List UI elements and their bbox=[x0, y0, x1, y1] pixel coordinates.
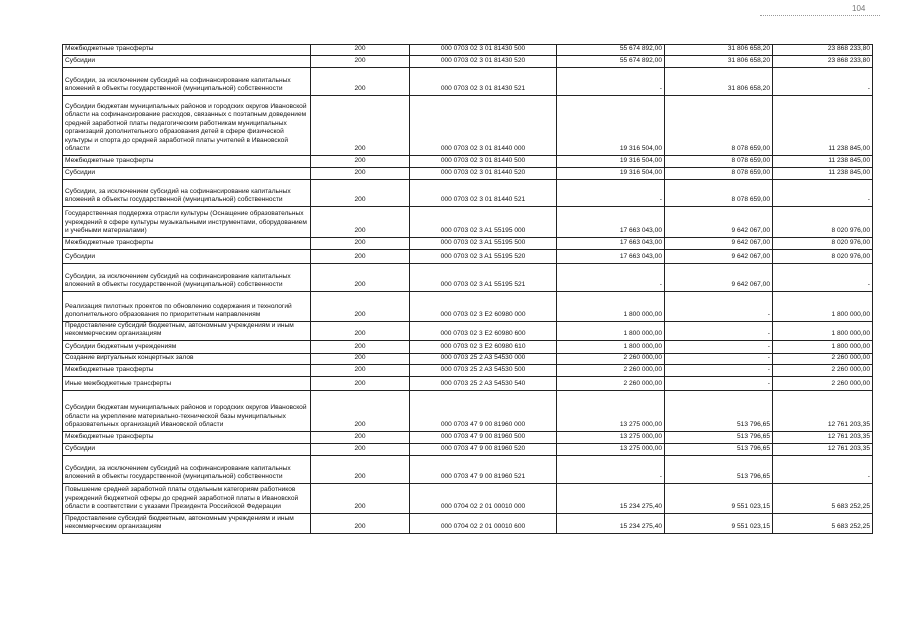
row-approved-amount-cell: 1 800 000,00 bbox=[557, 291, 665, 321]
row-budget-code-cell: 000 0703 02 3 01 81440 000 bbox=[410, 95, 557, 155]
table-row bbox=[63, 321, 873, 340]
row-budget-code-cell: 000 0703 47 9 00 81960 500 bbox=[410, 431, 557, 443]
row-budget-code-cell: 000 0703 02 3 A1 55195 500 bbox=[410, 237, 557, 249]
row-budget-code-cell: 000 0704 02 2 01 00010 000 bbox=[410, 483, 557, 513]
table-row bbox=[63, 249, 873, 263]
row-name-cell: Предоставление субсидий бюджетным, автономным учреждениям и иным некоммерческим организациям bbox=[63, 321, 311, 340]
row-name-cell: Межбюджетные трансферты bbox=[63, 45, 311, 56]
row-budget-code-cell: 000 0704 02 2 01 00010 600 bbox=[410, 513, 557, 533]
row-approved-amount-cell: 13 275 000,00 bbox=[557, 390, 665, 431]
row-executed-amount-cell: 513 796,65 bbox=[665, 431, 773, 443]
row-executed-amount-cell: 9 642 067,00 bbox=[665, 206, 773, 237]
row-unexecuted-amount-cell: 8 020 976,00 bbox=[773, 249, 873, 263]
row-unexecuted-amount-cell: - bbox=[773, 67, 873, 95]
row-grbs-code-cell: 200 bbox=[311, 431, 410, 443]
row-unexecuted-amount-cell: - bbox=[773, 179, 873, 206]
row-approved-amount-cell: 17 663 043,00 bbox=[557, 237, 665, 249]
row-unexecuted-amount-cell: 12 761 203,35 bbox=[773, 390, 873, 431]
row-executed-amount-cell: 31 806 658,20 bbox=[665, 67, 773, 95]
row-grbs-code-cell: 200 bbox=[311, 155, 410, 167]
row-approved-amount-cell: 19 316 504,00 bbox=[557, 155, 665, 167]
row-budget-code-cell: 000 0703 02 3 E2 60980 600 bbox=[410, 321, 557, 340]
row-approved-amount-cell: 13 275 000,00 bbox=[557, 443, 665, 455]
row-executed-amount-cell: 31 806 658,20 bbox=[665, 55, 773, 67]
table-row bbox=[63, 390, 873, 431]
row-approved-amount-cell: 13 275 000,00 bbox=[557, 431, 665, 443]
row-name-cell: Реализация пилотных проектов по обновлению содержания и технологий дополнительного образования по приоритетным направлениям bbox=[63, 291, 311, 321]
row-executed-amount-cell: 513 796,65 bbox=[665, 455, 773, 483]
row-approved-amount-cell: 15 234 275,40 bbox=[557, 483, 665, 513]
row-grbs-code-cell: 200 bbox=[311, 206, 410, 237]
row-budget-code-cell: 000 0703 02 3 A1 55195 520 bbox=[410, 249, 557, 263]
row-executed-amount-cell: - bbox=[665, 376, 773, 390]
row-name-cell: Субсидии бюджетам муниципальных районов и городских округов Ивановской области на софинансирование расходов, связанных с поэтапным доведением средней заработной платы педагогическим работникам муниципальных организаций дополнительного образования детей в сфере физической культуры и спорта до средней заработной платы учителей в Ивановской области bbox=[63, 95, 311, 155]
table-row bbox=[63, 340, 873, 353]
table-row bbox=[63, 455, 873, 483]
row-executed-amount-cell: 8 078 659,00 bbox=[665, 95, 773, 155]
row-name-cell: Субсидии bbox=[63, 167, 311, 179]
row-executed-amount-cell: 31 806 658,20 bbox=[665, 45, 773, 56]
row-name-cell: Межбюджетные трансферты bbox=[63, 364, 311, 376]
row-budget-code-cell: 000 0703 02 3 E2 60980 000 bbox=[410, 291, 557, 321]
row-executed-amount-cell: 8 078 659,00 bbox=[665, 167, 773, 179]
row-approved-amount-cell: 1 800 000,00 bbox=[557, 340, 665, 353]
row-grbs-code-cell: 200 bbox=[311, 443, 410, 455]
row-approved-amount-cell: 15 234 275,40 bbox=[557, 513, 665, 533]
row-unexecuted-amount-cell: 23 868 233,80 bbox=[773, 45, 873, 56]
row-approved-amount-cell: 19 316 504,00 bbox=[557, 167, 665, 179]
row-unexecuted-amount-cell: 2 260 000,00 bbox=[773, 353, 873, 364]
table-row bbox=[63, 353, 873, 364]
row-name-cell: Субсидии, за исключением субсидий на софинансирование капитальных вложений в объекты государственной (муниципальной) собственности bbox=[63, 263, 311, 291]
table-row bbox=[63, 155, 873, 167]
row-executed-amount-cell: - bbox=[665, 291, 773, 321]
row-name-cell: Создание виртуальных концертных залов bbox=[63, 353, 311, 364]
row-executed-amount-cell: 9 551 023,15 bbox=[665, 483, 773, 513]
row-approved-amount-cell: 1 800 000,00 bbox=[557, 321, 665, 340]
row-name-cell: Субсидии, за исключением субсидий на софинансирование капитальных вложений в объекты государственной (муниципальной) собственности bbox=[63, 67, 311, 95]
table-row bbox=[63, 67, 873, 95]
row-name-cell: Межбюджетные трансферты bbox=[63, 431, 311, 443]
row-grbs-code-cell: 200 bbox=[311, 340, 410, 353]
row-approved-amount-cell: 2 260 000,00 bbox=[557, 376, 665, 390]
row-name-cell: Субсидии, за исключением субсидий на софинансирование капитальных вложений в объекты государственной (муниципальной) собственности bbox=[63, 179, 311, 206]
row-name-cell: Повышение средней заработной платы отдельным категориям работников учреждений бюджетной сферы до средней заработной платы в Ивановской области в соответствии с указами Президента Российской Федерации bbox=[63, 483, 311, 513]
row-approved-amount-cell: - bbox=[557, 263, 665, 291]
row-budget-code-cell: 000 0703 02 3 01 81430 500 bbox=[410, 45, 557, 56]
row-name-cell: Предоставление субсидий бюджетным, автономным учреждениям и иным некоммерческим организациям bbox=[63, 513, 311, 533]
row-grbs-code-cell: 200 bbox=[311, 376, 410, 390]
row-grbs-code-cell: 200 bbox=[311, 513, 410, 533]
table-row bbox=[63, 376, 873, 390]
row-unexecuted-amount-cell: 1 800 000,00 bbox=[773, 291, 873, 321]
row-budget-code-cell: 000 0703 02 3 01 81440 521 bbox=[410, 179, 557, 206]
row-grbs-code-cell: 200 bbox=[311, 67, 410, 95]
row-name-cell: Субсидии бюджетам муниципальных районов и городских округов Ивановской области на укрепление материально-технической базы муниципальных образовательных организаций Ивановской области bbox=[63, 390, 311, 431]
row-unexecuted-amount-cell: 8 020 976,00 bbox=[773, 206, 873, 237]
row-approved-amount-cell: 55 674 892,00 bbox=[557, 55, 665, 67]
row-grbs-code-cell: 200 bbox=[311, 179, 410, 206]
budget-execution-table bbox=[62, 44, 873, 534]
row-approved-amount-cell: - bbox=[557, 455, 665, 483]
row-budget-code-cell: 000 0703 02 3 01 81430 520 bbox=[410, 55, 557, 67]
row-unexecuted-amount-cell: 12 761 203,35 bbox=[773, 443, 873, 455]
row-budget-code-cell: 000 0703 02 3 A1 55195 000 bbox=[410, 206, 557, 237]
row-name-cell: Субсидии, за исключением субсидий на софинансирование капитальных вложений в объекты государственной (муниципальной) собственности bbox=[63, 455, 311, 483]
row-grbs-code-cell: 200 bbox=[311, 167, 410, 179]
row-grbs-code-cell: 200 bbox=[311, 45, 410, 56]
row-approved-amount-cell: 17 663 043,00 bbox=[557, 206, 665, 237]
row-approved-amount-cell: 2 260 000,00 bbox=[557, 364, 665, 376]
table-row bbox=[63, 167, 873, 179]
row-grbs-code-cell: 200 bbox=[311, 321, 410, 340]
row-grbs-code-cell: 200 bbox=[311, 237, 410, 249]
row-unexecuted-amount-cell: 5 683 252,25 bbox=[773, 483, 873, 513]
row-executed-amount-cell: 8 078 659,00 bbox=[665, 155, 773, 167]
row-name-cell: Государственная поддержка отрасли культуры (Оснащение образовательных учреждений в сфере культуры музыкальными инструментами, оборудованием и учебными материалами) bbox=[63, 206, 311, 237]
row-executed-amount-cell: - bbox=[665, 364, 773, 376]
row-name-cell: Межбюджетные трансферты bbox=[63, 155, 311, 167]
row-budget-code-cell: 000 0703 47 9 00 81960 521 bbox=[410, 455, 557, 483]
row-unexecuted-amount-cell: 5 683 252,25 bbox=[773, 513, 873, 533]
table-row bbox=[63, 263, 873, 291]
row-executed-amount-cell: - bbox=[665, 353, 773, 364]
row-executed-amount-cell: 513 796,65 bbox=[665, 443, 773, 455]
row-unexecuted-amount-cell: - bbox=[773, 263, 873, 291]
table-row bbox=[63, 291, 873, 321]
row-name-cell: Субсидии bbox=[63, 249, 311, 263]
row-executed-amount-cell: 9 642 067,00 bbox=[665, 263, 773, 291]
row-grbs-code-cell: 200 bbox=[311, 483, 410, 513]
row-budget-code-cell: 000 0703 25 2 A3 54530 540 bbox=[410, 376, 557, 390]
row-name-cell: Субсидии бюджетным учреждениям bbox=[63, 340, 311, 353]
row-approved-amount-cell: 19 316 504,00 bbox=[557, 95, 665, 155]
row-budget-code-cell: 000 0703 47 9 00 81960 520 bbox=[410, 443, 557, 455]
row-unexecuted-amount-cell: 11 238 845,00 bbox=[773, 95, 873, 155]
table-row bbox=[63, 45, 873, 56]
row-budget-code-cell: 000 0703 02 3 01 81440 520 bbox=[410, 167, 557, 179]
row-executed-amount-cell: 9 642 067,00 bbox=[665, 249, 773, 263]
table-body bbox=[63, 45, 873, 534]
table-row bbox=[63, 443, 873, 455]
row-budget-code-cell: 000 0703 02 3 A1 55195 521 bbox=[410, 263, 557, 291]
row-name-cell: Субсидии bbox=[63, 55, 311, 67]
row-grbs-code-cell: 200 bbox=[311, 55, 410, 67]
row-name-cell: Субсидии bbox=[63, 443, 311, 455]
row-approved-amount-cell: 2 260 000,00 bbox=[557, 353, 665, 364]
row-executed-amount-cell: 8 078 659,00 bbox=[665, 179, 773, 206]
row-unexecuted-amount-cell: 2 260 000,00 bbox=[773, 364, 873, 376]
table-row bbox=[63, 206, 873, 237]
row-budget-code-cell: 000 0703 25 2 A3 54530 000 bbox=[410, 353, 557, 364]
table-row bbox=[63, 431, 873, 443]
row-grbs-code-cell: 200 bbox=[311, 291, 410, 321]
row-approved-amount-cell: 55 674 892,00 bbox=[557, 45, 665, 56]
table-row bbox=[63, 483, 873, 513]
row-executed-amount-cell: 9 551 023,15 bbox=[665, 513, 773, 533]
row-grbs-code-cell: 200 bbox=[311, 95, 410, 155]
row-unexecuted-amount-cell: 1 800 000,00 bbox=[773, 340, 873, 353]
row-unexecuted-amount-cell: 8 020 976,00 bbox=[773, 237, 873, 249]
row-unexecuted-amount-cell: - bbox=[773, 455, 873, 483]
row-budget-code-cell: 000 0703 02 3 01 81430 521 bbox=[410, 67, 557, 95]
table-row bbox=[63, 364, 873, 376]
row-grbs-code-cell: 200 bbox=[311, 390, 410, 431]
row-grbs-code-cell: 200 bbox=[311, 353, 410, 364]
table-row bbox=[63, 513, 873, 533]
table-row bbox=[63, 237, 873, 249]
row-budget-code-cell: 000 0703 02 3 01 81440 500 bbox=[410, 155, 557, 167]
row-approved-amount-cell: 17 663 043,00 bbox=[557, 249, 665, 263]
row-executed-amount-cell: 9 642 067,00 bbox=[665, 237, 773, 249]
row-executed-amount-cell: - bbox=[665, 340, 773, 353]
row-unexecuted-amount-cell: 23 868 233,80 bbox=[773, 55, 873, 67]
row-executed-amount-cell: - bbox=[665, 321, 773, 340]
row-unexecuted-amount-cell: 2 260 000,00 bbox=[773, 376, 873, 390]
scan-artifact-line bbox=[760, 15, 880, 16]
row-unexecuted-amount-cell: 1 800 000,00 bbox=[773, 321, 873, 340]
row-grbs-code-cell: 200 bbox=[311, 263, 410, 291]
row-executed-amount-cell: 513 796,65 bbox=[665, 390, 773, 431]
row-unexecuted-amount-cell: 11 238 845,00 bbox=[773, 167, 873, 179]
table-row bbox=[63, 179, 873, 206]
row-unexecuted-amount-cell: 12 761 203,35 bbox=[773, 431, 873, 443]
row-budget-code-cell: 000 0703 02 3 E2 60980 610 bbox=[410, 340, 557, 353]
page-number: 104 bbox=[852, 4, 866, 13]
row-name-cell: Иные межбюджетные трансферты bbox=[63, 376, 311, 390]
row-budget-code-cell: 000 0703 47 9 00 81960 000 bbox=[410, 390, 557, 431]
row-budget-code-cell: 000 0703 25 2 A3 54530 500 bbox=[410, 364, 557, 376]
row-approved-amount-cell: - bbox=[557, 67, 665, 95]
table-row bbox=[63, 55, 873, 67]
table-row bbox=[63, 95, 873, 155]
row-grbs-code-cell: 200 bbox=[311, 249, 410, 263]
row-unexecuted-amount-cell: 11 238 845,00 bbox=[773, 155, 873, 167]
row-approved-amount-cell: - bbox=[557, 179, 665, 206]
row-name-cell: Межбюджетные трансферты bbox=[63, 237, 311, 249]
row-grbs-code-cell: 200 bbox=[311, 455, 410, 483]
row-grbs-code-cell: 200 bbox=[311, 364, 410, 376]
